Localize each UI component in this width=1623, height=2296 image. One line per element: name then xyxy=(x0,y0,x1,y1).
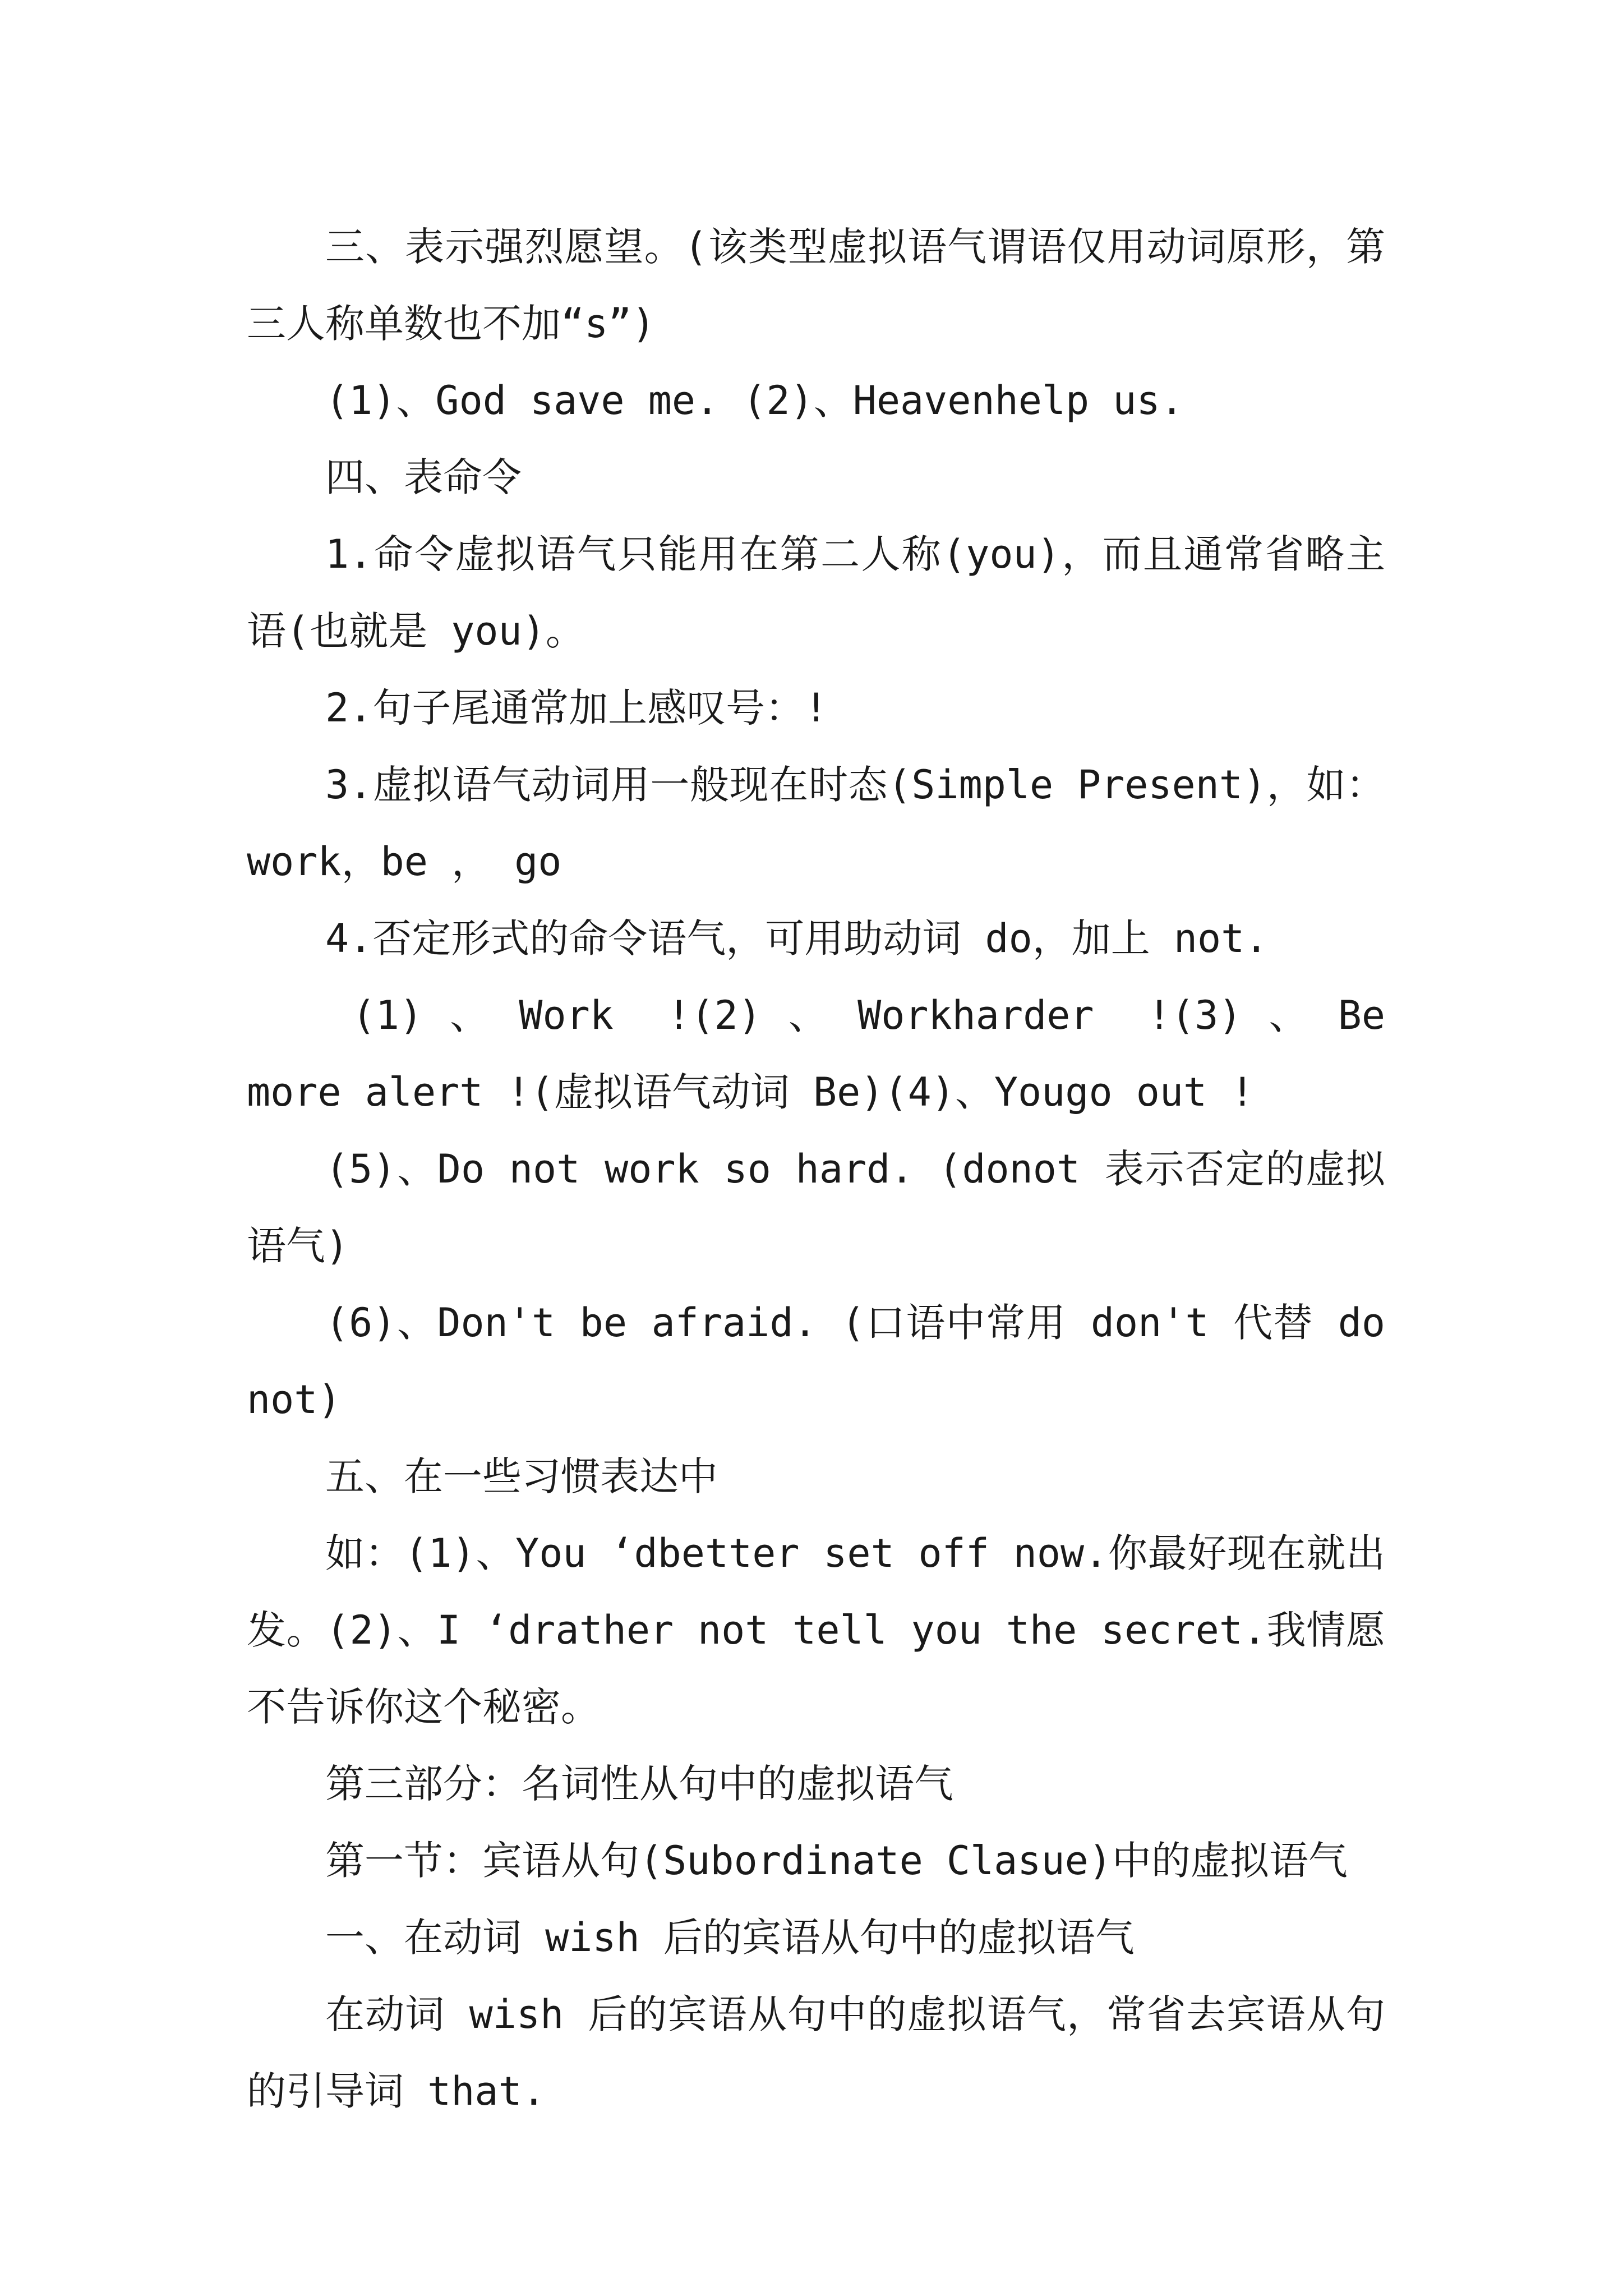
paragraph-example-6: (6)、Don't be afraid. (口语中常用 don't 代替 do not) xyxy=(247,1300,1409,1423)
paragraph-rule-3: 3.虚拟语气动词用一般现在时态(Simple Present)，如：work，be ， go xyxy=(247,762,1385,885)
paragraph-section-3-strong-wish: 三、表示强烈愿望。(该类型虚拟语气谓语仅用动词原形，第三人称单数也不加“s”) xyxy=(247,224,1385,347)
paragraph-section-1-heading: 第一节：宾语从句(Subordinate Clasue)中的虚拟语气 xyxy=(325,1838,1348,1884)
paragraph-example-5: (5)、Do not work so hard. (donot 表示否定的虚拟语气) xyxy=(247,1146,1385,1269)
paragraph-example-god-save-me: (1)、God save me. (2)、Heavenhelp us. xyxy=(325,378,1184,424)
paragraph-idiom-examples: 如：(1)、You ‘dbetter set off now.你最好现在就出发。(2)、I ‘drather not tell you the secret.我情愿不告诉你这个秘密。 xyxy=(247,1530,1385,1730)
paragraph-rule-2: 2.句子尾通常加上感叹号：! xyxy=(325,685,828,731)
document-body xyxy=(247,209,1433,2130)
paragraph-wish-heading: 一、在动词 wish 后的宾语从句中的虚拟语气 xyxy=(325,1915,1135,1961)
paragraph-wish-explanation: 在动词 wish 后的宾语从句中的虚拟语气，常省去宾语从句的引导词 that. xyxy=(247,1991,1385,2114)
paragraph-part-3-heading: 第三部分：名词性从句中的虚拟语气 xyxy=(325,1761,953,1807)
paragraph-section-4-command: 四、表命令 xyxy=(325,454,522,500)
paragraph-examples-1-4: (1) 、 Work !(2) 、 Workharder !(3) 、 Be more alert !(虚拟语气动词 Be)(4)、Yougo out ! xyxy=(247,992,1433,1115)
paragraph-rule-1: 1.命令虚拟语气只能用在第二人称(you)，而且通常省略主语(也就是 you)。 xyxy=(247,531,1385,654)
paragraph-section-5-idioms: 五、在一些习惯表达中 xyxy=(325,1453,718,1499)
paragraph-rule-4: 4.否定形式的命令语气，可用助动词 do，加上 not. xyxy=(325,915,1269,961)
